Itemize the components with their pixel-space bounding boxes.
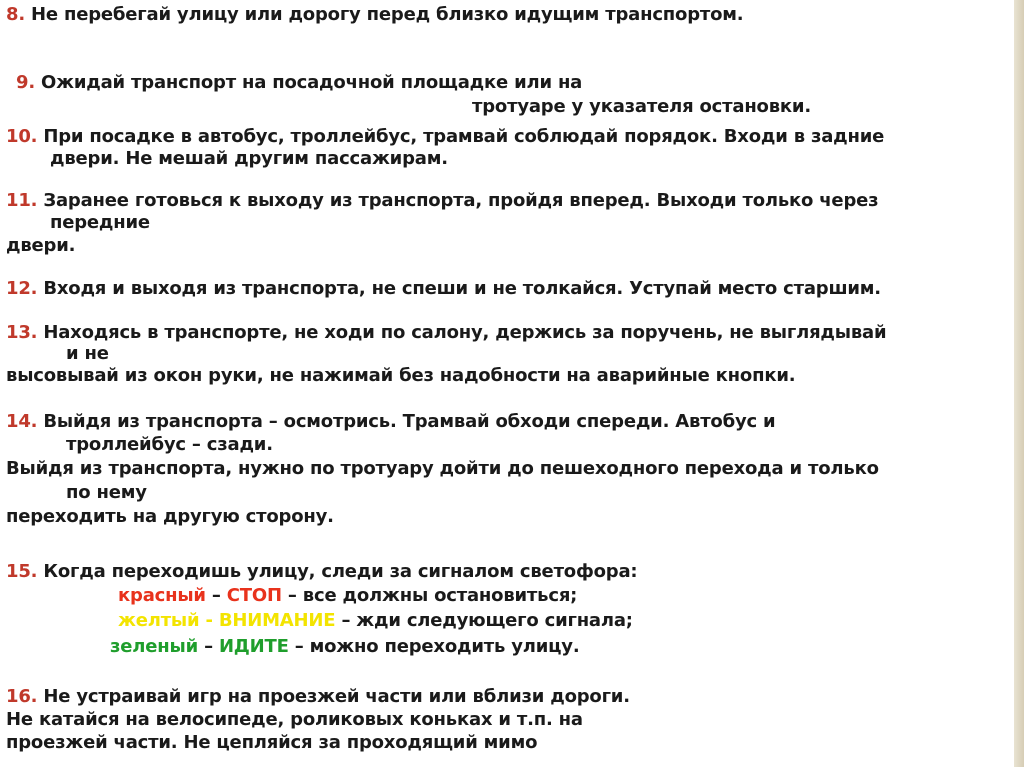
signal-red-line: [118, 585, 577, 607]
signal-red-word: красный: [118, 585, 206, 606]
rule-text: Ожидай транспорт на посадочной площадке или на: [41, 72, 583, 93]
rule-text: Находясь в транспорте, не ходи по салону, держись за поручень, не выглядывай: [43, 322, 887, 343]
rule-text: Выйдя из транспорта – осмотрись. Трамвай обходи спереди. Автобус и: [43, 411, 776, 432]
signal-dash: -: [199, 610, 219, 631]
rule-10-line-2: двери. Не мешай другим пассажирам.: [50, 148, 448, 169]
rule-11-line-3: двери.: [6, 235, 76, 256]
signal-green-word: зеленый: [110, 636, 198, 657]
rule-14-line-3: Выйдя из транспорта, нужно по тротуару дойти до пешеходного перехода и только: [6, 458, 879, 479]
signal-green-command: ИДИТЕ: [218, 636, 289, 657]
signal-yellow-command: ВНИМАНИЕ: [218, 610, 336, 631]
signal-yellow-word: желтый: [118, 610, 200, 631]
rule-16-line-1: [6, 686, 630, 708]
rule-15-line-1: [6, 561, 637, 583]
rule-8-line-1: [6, 4, 743, 26]
rule-number: 13.: [6, 322, 38, 343]
rule-text: Не перебегай улицу или дорогу перед близко идущим транспортом.: [31, 4, 744, 25]
rule-number: 14.: [6, 411, 38, 432]
rule-text: При посадке в автобус, троллейбус, трамвай соблюдай порядок. Входи в задние: [43, 126, 885, 147]
rule-number: 15.: [6, 561, 38, 582]
rule-text: Не устраивай игр на проезжей части или вблизи дороги.: [43, 686, 630, 707]
rule-number: 11.: [6, 190, 38, 211]
rule-text: Заранее готовься к выходу из транспорта, пройдя вперед. Выходи только через: [43, 190, 879, 211]
signal-red-rest: – все должны остановиться;: [281, 585, 578, 606]
rule-10-line-1: [6, 126, 884, 148]
rule-16-line-3: проезжей части. Не цепляйся за проходящий мимо: [6, 732, 538, 753]
rule-number: 12.: [6, 278, 38, 299]
rule-11-line-1: [6, 190, 878, 212]
rule-9-line-2: тротуаре у указателя остановки.: [472, 96, 811, 117]
rule-9-line-1: [16, 72, 582, 94]
rule-number: 9.: [16, 72, 35, 93]
rule-text: Входя и выходя из транспорта, не спеши и не толкайся. Уступай место старшим.: [43, 278, 881, 299]
signal-red-command: СТОП: [226, 585, 282, 606]
rule-number: 8.: [6, 4, 25, 25]
rule-13-line-2: и не: [66, 343, 109, 364]
rule-13-line-1: [6, 322, 886, 344]
rule-number: 16.: [6, 686, 38, 707]
rule-16-line-2: Не катайся на велосипеде, роликовых коньках и т.п. на: [6, 709, 583, 730]
signal-yellow-line: [118, 610, 633, 632]
signal-yellow-rest: – жди следующего сигнала;: [335, 610, 633, 631]
signal-dash: –: [205, 585, 227, 606]
rule-12-line-1: [6, 278, 881, 300]
signal-green-rest: – можно переходить улицу.: [288, 636, 580, 657]
rule-14-line-2: троллейбус – сзади.: [66, 434, 273, 455]
signal-green-line: [110, 636, 579, 658]
rule-number: 10.: [6, 126, 38, 147]
right-edge-border: [1014, 0, 1024, 767]
rule-text: Когда переходишь улицу, следи за сигналом светофора:: [43, 561, 638, 582]
rule-14-line-1: [6, 411, 775, 433]
signal-dash: –: [198, 636, 219, 657]
rule-11-line-2: передние: [50, 212, 150, 233]
rule-14-line-5: переходить на другую сторону.: [6, 506, 334, 527]
rule-14-line-4: по нему: [66, 482, 147, 503]
rule-13-line-3: высовывай из окон руки, не нажимай без надобности на аварийные кнопки.: [6, 365, 796, 386]
